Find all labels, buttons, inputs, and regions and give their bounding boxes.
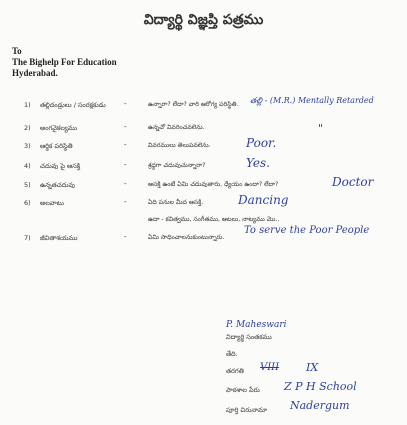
student-signature: P. Maheswari [226, 320, 287, 330]
row-question: ఉదా - కవిత్వము, సంగీతము, ఆటలు, నాట్యము మొ.. [148, 216, 280, 223]
row-number: 2) [24, 124, 31, 132]
row-question: ఉన్నారా? లేదా? వారి ఆరోగ్య పరిస్థితి. [148, 101, 239, 108]
row-label: చదువు పై ఆసక్తి [40, 162, 81, 170]
address-value: Nadergum [290, 399, 350, 412]
school-value: Z P H School [284, 380, 357, 393]
row-answer: Doctor [332, 175, 374, 189]
address-label: పూర్తి చిరునామా [226, 406, 268, 414]
row-question: వివరములు తెలుపవలెను. [148, 142, 211, 149]
row-dash: - [124, 100, 127, 108]
row-number: 1) [24, 101, 31, 109]
row-question: ఏమి సాధించాలనుకుంటున్నారు. [148, 234, 225, 241]
row-dash: - [124, 233, 127, 241]
row-number: 3) [24, 142, 31, 150]
row-answer: " [318, 122, 324, 135]
class-value: IX [306, 361, 319, 374]
row-answer: Poor. [246, 136, 277, 150]
form-title: విద్యార్థి విజ్ఞప్తి పత్రము [143, 12, 264, 28]
row-question: ఉన్నచో వివరించవలెను. [148, 124, 205, 131]
address-city: Hyderabad. [12, 68, 58, 78]
row-dash: - [124, 198, 127, 206]
row-label: తల్లిదండ్రులు / సంరక్షకుడు [40, 101, 106, 109]
row-number: 5) [24, 181, 31, 189]
row-question: ఆసక్తి ఉంటే ఏమి చదువుతారు, ధ్యేయం ఉందా? లేదా? [148, 181, 279, 188]
class-label: తరగతి [226, 367, 244, 375]
row-number: 4) [24, 162, 31, 170]
row-label: ఆర్థిక పరిస్థితి [40, 142, 73, 150]
row-answer: Yes. [246, 156, 270, 170]
row-label: అంగవైకల్యము [40, 124, 78, 132]
row-dash: - [124, 141, 127, 149]
date-label: తేది. [226, 350, 238, 358]
address-to: To [12, 46, 22, 56]
row-question: శ్రద్ధగా చదువుచున్నారా? [148, 162, 206, 169]
student-sign-label: విద్యార్థి సంతకము [226, 333, 272, 341]
row-label: అలవాటు [40, 199, 64, 207]
row-dash: - [124, 180, 127, 188]
row-number: 7) [24, 234, 31, 242]
row-number: 6) [24, 199, 31, 207]
address-org: The Bighelp For Education [12, 57, 117, 67]
row-question: ఏది పనుల మీద ఆసక్తి. [148, 199, 204, 206]
row-answer: Dancing [238, 193, 289, 207]
row-answer: తల్లి - (M.R.) Mentally Retarded [250, 96, 374, 105]
class-struck-value: VIII [260, 362, 280, 373]
row-label: ఉన్నతచదువు [40, 181, 76, 189]
row-answer: To serve the Poor People [244, 225, 370, 236]
row-label: జీవితాశయము [40, 234, 78, 242]
row-dash: - [124, 123, 127, 131]
row-dash: - [124, 161, 127, 169]
school-label: పాఠశాల పేరు [226, 386, 260, 394]
